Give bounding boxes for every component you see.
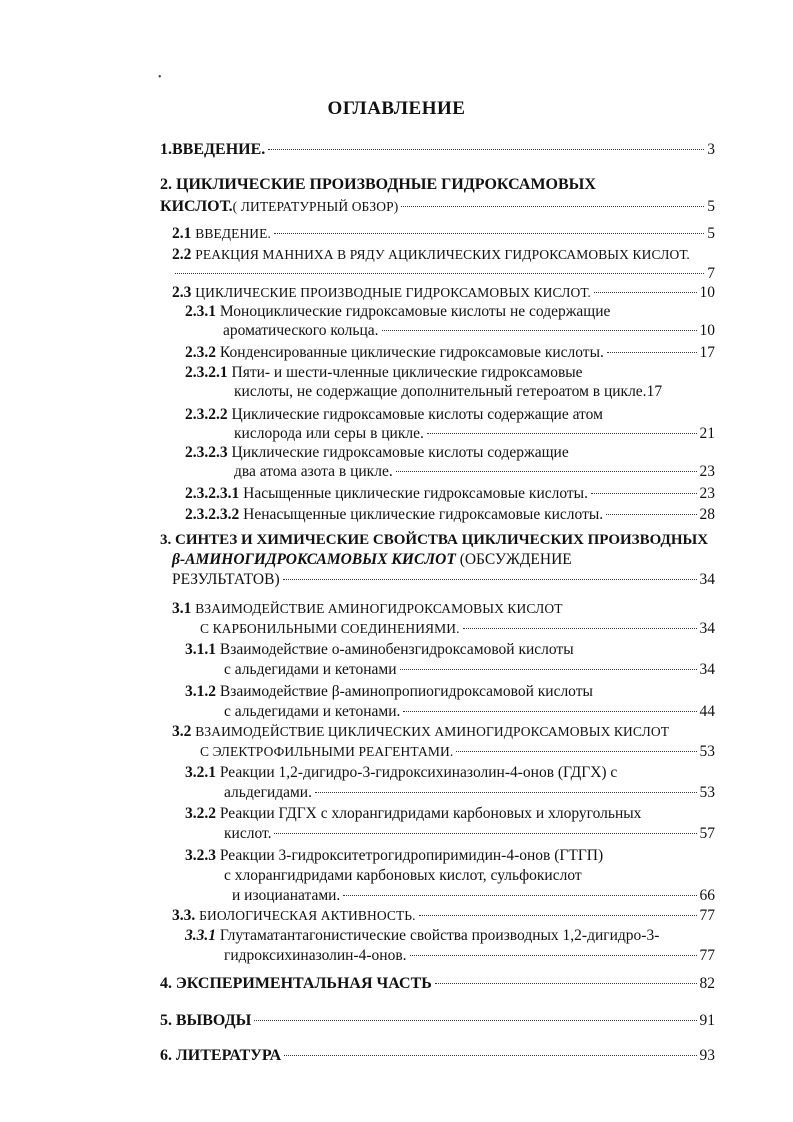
toc-entry-2-3-2-3-line1[interactable] xyxy=(185,443,569,463)
entry-title-cont: кислоты, не содержащие дополнительный гетероатом в цикле. xyxy=(234,383,647,400)
toc-entry-2-1[interactable] xyxy=(172,224,715,244)
entry-page: 10 xyxy=(699,322,715,339)
toc-entry-2-3-2-2[interactable] xyxy=(234,424,715,444)
entry-title: Циклические гидроксамовые кислоты содержащие xyxy=(231,444,569,461)
entry-page: 57 xyxy=(699,825,715,842)
toc-entry-3-1-1-line1[interactable] xyxy=(185,640,574,660)
entry-number: 2.3.2 xyxy=(185,344,216,361)
entry-title-cont: С КАРБОНИЛЬНЫМИ СОЕДИНЕНИЯМИ. xyxy=(200,621,460,636)
toc-entry-2-2[interactable] xyxy=(172,264,715,284)
entry-number: 3.2.1 xyxy=(185,764,216,781)
entry-page: 53 xyxy=(699,743,715,760)
toc-entry-3[interactable] xyxy=(172,570,715,590)
dot-leader xyxy=(268,149,704,150)
entry-page: 91 xyxy=(699,1012,715,1029)
toc-entry-3-3-1-line1[interactable] xyxy=(185,926,659,946)
dot-leader xyxy=(343,895,696,896)
entry-title: Реакции ГДГХ с хлорангидридами карбоновых и хлоругольных xyxy=(219,805,642,822)
entry-subtitle: ( ЛИТЕРАТУРНЫЙ ОБЗОР) xyxy=(232,199,399,214)
scan-speck: • xyxy=(158,72,162,83)
entry-number: 2.1 xyxy=(172,225,192,242)
entry-title-cont: с альдегидами и кетонами. xyxy=(224,703,401,720)
toc-entry-5[interactable] xyxy=(160,1011,715,1031)
entry-page: 7 xyxy=(707,265,715,282)
toc-entry-3-2-3-line1[interactable] xyxy=(185,846,603,866)
entry-title: РЕАКЦИЯ МАННИХА В РЯДУ АЦИКЛИЧЕСКИХ ГИДРОКСАМОВЫХ КИСЛОТ. xyxy=(195,247,690,262)
entry-title-cont: кислот. xyxy=(224,825,272,842)
entry-page: 5 xyxy=(707,225,715,242)
entry-title: ЦИКЛИЧЕСКИЕ ПРОИЗВОДНЫЕ ГИДРОКСАМОВЫХ xyxy=(176,176,596,193)
dot-leader xyxy=(456,751,696,752)
toc-entry-3-2-3[interactable] xyxy=(232,886,715,906)
entry-number: 1. xyxy=(160,141,172,158)
entry-number: 3.2 xyxy=(172,723,192,740)
entry-page: 3 xyxy=(707,141,715,158)
entry-title: ВЫВОДЫ xyxy=(175,1012,252,1029)
entry-page: 28 xyxy=(699,506,715,523)
entry-page: 21 xyxy=(699,425,715,442)
toc-entry-3-1-1[interactable] xyxy=(224,660,715,680)
entry-number: 6. xyxy=(160,1047,172,1064)
entry-title-cont: С ЭЛЕКТРОФИЛЬНЫМИ РЕАГЕНТАМИ. xyxy=(200,744,454,759)
entry-title-cont: два атома азота в цикле. xyxy=(234,463,393,480)
entry-title: Взаимодействие β-аминопропиогидроксамовой кислоты xyxy=(219,683,593,700)
entry-number: 2.3.2.1 xyxy=(185,364,228,381)
toc-entry-2-line1[interactable] xyxy=(160,175,596,195)
entry-title: Насыщенные циклические гидроксамовые кислоты. xyxy=(243,485,588,502)
entry-subtitle: (ОБСУЖДЕНИЕ xyxy=(459,551,572,568)
dot-leader xyxy=(463,628,697,629)
toc-entry-3-1[interactable] xyxy=(200,619,715,639)
dot-leader xyxy=(284,1055,696,1056)
entry-title: Реакции 3-гидрокситетрогидропиримидин-4-онов (ГТГП) xyxy=(219,847,604,864)
toc-entry-3-1-2[interactable] xyxy=(224,702,715,722)
entry-number: 5. xyxy=(160,1012,172,1029)
entry-title: Взаимодействие о-аминобензгидроксамовой кислоты xyxy=(219,641,574,658)
entry-number: 3.1.2 xyxy=(185,683,216,700)
dot-leader xyxy=(274,233,704,234)
dot-leader xyxy=(410,955,697,956)
dot-leader xyxy=(606,514,696,515)
toc-entry-2-3-2[interactable] xyxy=(185,343,715,363)
toc-entry-2-3-2-2-line1[interactable] xyxy=(185,405,603,425)
entry-page: 66 xyxy=(699,887,715,904)
entry-title: СИНТЕЗ И ХИМИЧЕСКИЕ СВОЙСТВА ЦИКЛИЧЕСКИХ ПРОИЗВОДНЫХ xyxy=(175,532,709,548)
entry-number: 2.2 xyxy=(172,246,192,263)
toc-entry-3-2-3-line2[interactable] xyxy=(224,866,582,886)
toc-entry-2[interactable] xyxy=(160,197,715,217)
toc-entry-3-3-1[interactable] xyxy=(224,946,715,966)
entry-page: 23 xyxy=(699,485,715,502)
toc-entry-2-3-1[interactable] xyxy=(223,321,715,341)
entry-page: 5 xyxy=(707,198,715,215)
toc-entry-2-3-2-3-1[interactable] xyxy=(185,484,715,504)
entry-title-cont: альдегидами. xyxy=(224,784,312,801)
entry-title: ВВЕДЕНИЕ. xyxy=(172,141,266,158)
entry-number: 3.1 xyxy=(172,600,192,617)
dot-leader xyxy=(175,273,704,274)
entry-title: Конденсированные циклические гидроксамовые кислоты. xyxy=(219,344,604,361)
entry-title-cont: ароматического кольца. xyxy=(223,322,379,339)
entry-title-cont: КИСЛОТ. xyxy=(160,198,233,215)
entry-title-cont: β-АМИНОГИДРОКСАМОВЫХ КИСЛОТ xyxy=(172,551,456,568)
entry-subtitle-cont: РЕЗУЛЬТАТОВ) xyxy=(172,571,280,588)
dot-leader xyxy=(591,493,697,494)
dot-leader xyxy=(274,833,696,834)
entry-page: 93 xyxy=(699,1047,715,1064)
entry-page: 77 xyxy=(699,907,715,924)
entry-title: Моноциклические гидроксамовые кислоты не содержащие xyxy=(219,303,611,320)
entry-number: 3.2.2 xyxy=(185,805,216,822)
entry-title-cont: с альдегидами и кетонами xyxy=(224,661,397,678)
dot-leader xyxy=(382,330,697,331)
dot-leader xyxy=(419,915,697,916)
entry-page: 17 xyxy=(646,383,663,400)
toc-entry-3-2-line1[interactable] xyxy=(172,722,669,742)
toc-entry-2-3-2-1-line1[interactable] xyxy=(185,363,583,383)
entry-title: ЭКСПЕРИМЕНТАЛЬНАЯ ЧАСТЬ xyxy=(175,975,432,992)
entry-number: 3.3.1 xyxy=(185,927,216,944)
entry-title: Циклические гидроксамовые кислоты содержащие атом xyxy=(231,406,603,423)
toc-entry-3-line1[interactable] xyxy=(160,530,708,550)
entry-page: 17 xyxy=(699,344,715,361)
toc-entry-2-2-line1[interactable] xyxy=(172,245,690,265)
dot-leader xyxy=(401,206,704,207)
entry-title: ЛИТЕРАТУРА xyxy=(175,1047,282,1064)
dot-leader xyxy=(427,433,697,434)
entry-title: Глутаматантагонистические свойства производных 1,2-дигидро-3- xyxy=(219,927,660,944)
dot-leader xyxy=(594,292,697,293)
dot-leader xyxy=(254,1020,696,1021)
entry-page: 34 xyxy=(699,620,715,637)
entry-page: 53 xyxy=(699,784,715,801)
entry-title-cont: с хлорангидридами карбоновых кислот, сульфокислот xyxy=(224,867,582,884)
entry-page: 44 xyxy=(699,703,715,720)
toc-entry-2-3-2-1[interactable] xyxy=(234,382,715,402)
entry-title: ЦИКЛИЧЕСКИЕ ПРОИЗВОДНЫЕ ГИДРОКСАМОВЫХ КИСЛОТ. xyxy=(195,285,591,300)
entry-title-cont: гидроксихиназолин-4-онов. xyxy=(224,947,407,964)
entry-number: 2.3.2.3 xyxy=(185,444,228,461)
dot-leader xyxy=(435,983,697,984)
entry-page: 10 xyxy=(699,284,715,301)
entry-page: 23 xyxy=(699,463,715,480)
entry-number: 2. xyxy=(160,176,172,193)
toc-entry-3-3[interactable] xyxy=(172,906,715,926)
entry-title: ВВЕДЕНИЕ. xyxy=(195,226,271,241)
entry-number: 3.1.1 xyxy=(185,641,216,658)
toc-entry-3-2-1-line1[interactable] xyxy=(185,763,617,783)
entry-number: 2.3.1 xyxy=(185,303,216,320)
entry-page: 34 xyxy=(699,661,715,678)
toc-entry-3-1-line1[interactable] xyxy=(172,599,563,619)
toc-entry-3-2-1[interactable] xyxy=(224,783,715,803)
entry-number: 3. xyxy=(160,532,172,548)
entry-title: Реакции 1,2-дигидро-3-гидроксихиназолин-4-онов (ГДГХ) с xyxy=(219,764,618,781)
toc-entry-3-1-2-line1[interactable] xyxy=(185,682,593,702)
entry-page: 82 xyxy=(699,975,715,992)
entry-number: 2.3.2.3.2 xyxy=(185,506,240,523)
dot-leader xyxy=(283,579,697,580)
entry-title: ВЗАИМОДЕЙСТВИЕ АМИНОГИДРОКСАМОВЫХ КИСЛОТ xyxy=(195,601,563,616)
entry-title: ВЗАИМОДЕЙСТВИЕ ЦИКЛИЧЕСКИХ АМИНОГИДРОКСАМОВЫХ КИСЛОТ xyxy=(195,724,670,739)
toc-entry-4[interactable] xyxy=(160,974,715,994)
toc-entry-2-3-2-3[interactable] xyxy=(234,462,715,482)
toc-entry-2-3-2-3-2[interactable] xyxy=(185,505,715,525)
dot-leader xyxy=(400,669,697,670)
toc-entry-3-2-2[interactable] xyxy=(224,824,715,844)
dot-leader xyxy=(607,352,697,353)
entry-title-cont2: и изоцианатами. xyxy=(232,887,341,904)
entry-number: 3.2.3 xyxy=(185,847,216,864)
toc-entry-2-3-1-line1[interactable] xyxy=(185,302,610,322)
toc-entry-3-2-2-line1[interactable] xyxy=(185,804,641,824)
entry-number: 2.3.2.3.1 xyxy=(185,485,240,502)
entry-number: 3.3. xyxy=(172,907,196,924)
toc-entry-2-3[interactable] xyxy=(172,283,715,303)
dot-leader xyxy=(403,711,696,712)
entry-title: Пяти- и шести-членные циклические гидроксамовые xyxy=(231,364,583,381)
entry-page: 77 xyxy=(699,947,715,964)
toc-entry-1[interactable] xyxy=(160,140,715,160)
entry-title-cont: кислорода или серы в цикле. xyxy=(234,425,424,442)
entry-title: Ненасыщенные циклические гидроксамовые кислоты. xyxy=(243,506,604,523)
toc-entry-6[interactable] xyxy=(160,1046,715,1066)
toc-entry-3-2[interactable] xyxy=(200,742,715,762)
entry-title: БИОЛОГИЧЕСКАЯ АКТИВНОСТЬ. xyxy=(199,908,416,923)
toc-entry-3-line2[interactable] xyxy=(172,550,572,570)
entry-page: 34 xyxy=(699,571,715,588)
dot-leader xyxy=(315,792,697,793)
dot-leader xyxy=(396,471,697,472)
toc-title: ОГЛАВЛЕНИЕ xyxy=(327,98,466,119)
entry-number: 4. xyxy=(160,975,172,992)
entry-number: 2.3 xyxy=(172,284,192,301)
entry-number: 2.3.2.2 xyxy=(185,406,228,423)
